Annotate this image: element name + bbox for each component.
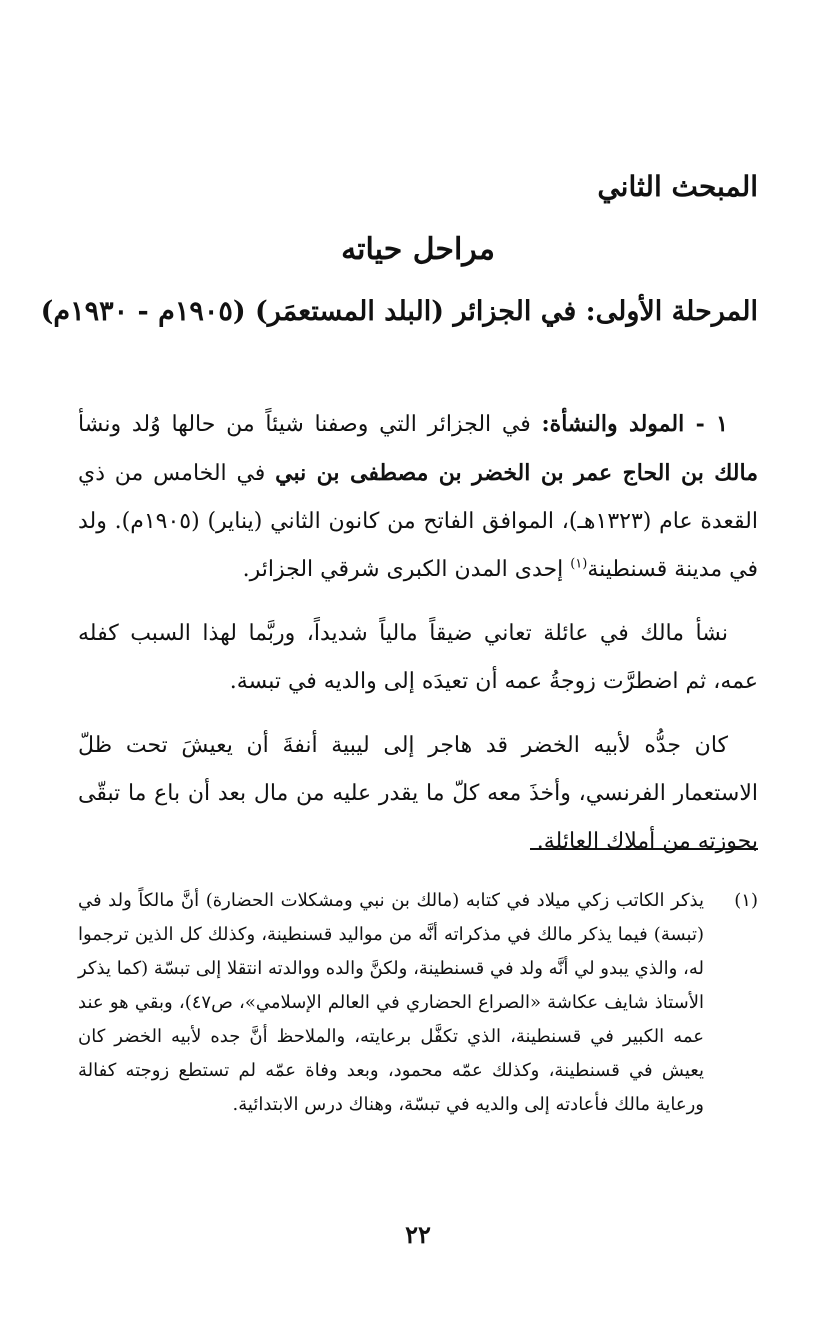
chapter-title: مراحل حياته bbox=[341, 232, 495, 267]
paragraph-text: في الخامس من ذي القعدة عام (١٣٢٣هـ)، الموافق الفاتح من كانون الثاني (يناير) (١٩٠٥م). ولد في مدينة قسنطينة bbox=[78, 461, 758, 582]
body-text bbox=[78, 400, 758, 882]
footnote-text: يذكر الكاتب زكي ميلاد في كتابه (مالك بن نبي ومشكلات الحضارة) أنَّ مالكاً ولد في (تبسة) فيما يذكر مالك في مذكراته أنَّه من مواليد قسنطينة، وكذلك كل الذين ترجموا له، والذي يبدو لي أنَّه ولد في قسنطينة، ولكنَّ والده ووالدته انتقلا إلى تبسّة (كما يذكر الأستاذ شايف عكاشة «الصراع الحضاري في العالم الإسلامي»، ص٤٧)، وبقي هو عند عمه الكبير في قسنطينة، الذي تكفَّل برعايته، والملاحظ أنَّ جده لأبيه الخضر كان يعيش في قسنطينة، وكذلك عمّه محمود، وبعد وفاة عمّه لم تستطع زوجته كفالة ورعاية مالك فأعادته إلى والديه في تبسّة، وهناك درس الابتدائية. bbox=[78, 890, 705, 1115]
page-number: ٢٢ bbox=[405, 1220, 431, 1249]
footnote-divider bbox=[530, 848, 758, 850]
footnote bbox=[78, 884, 758, 1122]
paragraph-upbringing: نشأ مالك في عائلة تعاني ضيقاً مالياً شديداً، وربَّما لهذا السبب كفله عمه، ثم اضطرَّت زوجةُ عمه أن تعيدَه إلى والديه في تبسة. bbox=[78, 621, 758, 694]
paragraph-lead: ١ - المولد والنشأة: bbox=[541, 411, 728, 437]
footnote-number: (١) bbox=[734, 890, 758, 911]
paragraph-text: إحدى المدن الكبرى شرقي الجزائر. bbox=[242, 557, 571, 582]
section-label: المبحث الثاني bbox=[597, 170, 758, 203]
footnote-reference[interactable]: (١) bbox=[570, 556, 588, 572]
stage-heading: المرحلة الأولى: في الجزائر (البلد المستعمَر) (١٩٠٥م - ١٩٣٠م) bbox=[40, 296, 758, 327]
full-name: مالك بن الحاج عمر بن الخضر بن مصطفى بن نبي bbox=[275, 460, 758, 486]
paragraph-grandfather: كان جدُّه لأبيه الخضر قد هاجر إلى ليبية أنفةَ أن يعيشَ تحت ظلّ الاستعمار الفرنسي، وأخذَ معه كلّ ما يقدر عليه من مال بعد أن باع ما تبقّى بحوزته من أملاك العائلة. bbox=[78, 733, 758, 854]
paragraph-birth bbox=[78, 400, 758, 594]
paragraph-text: في الجزائر التي وصفنا شيئاً من حالها وُلد ونشأ bbox=[78, 412, 542, 437]
